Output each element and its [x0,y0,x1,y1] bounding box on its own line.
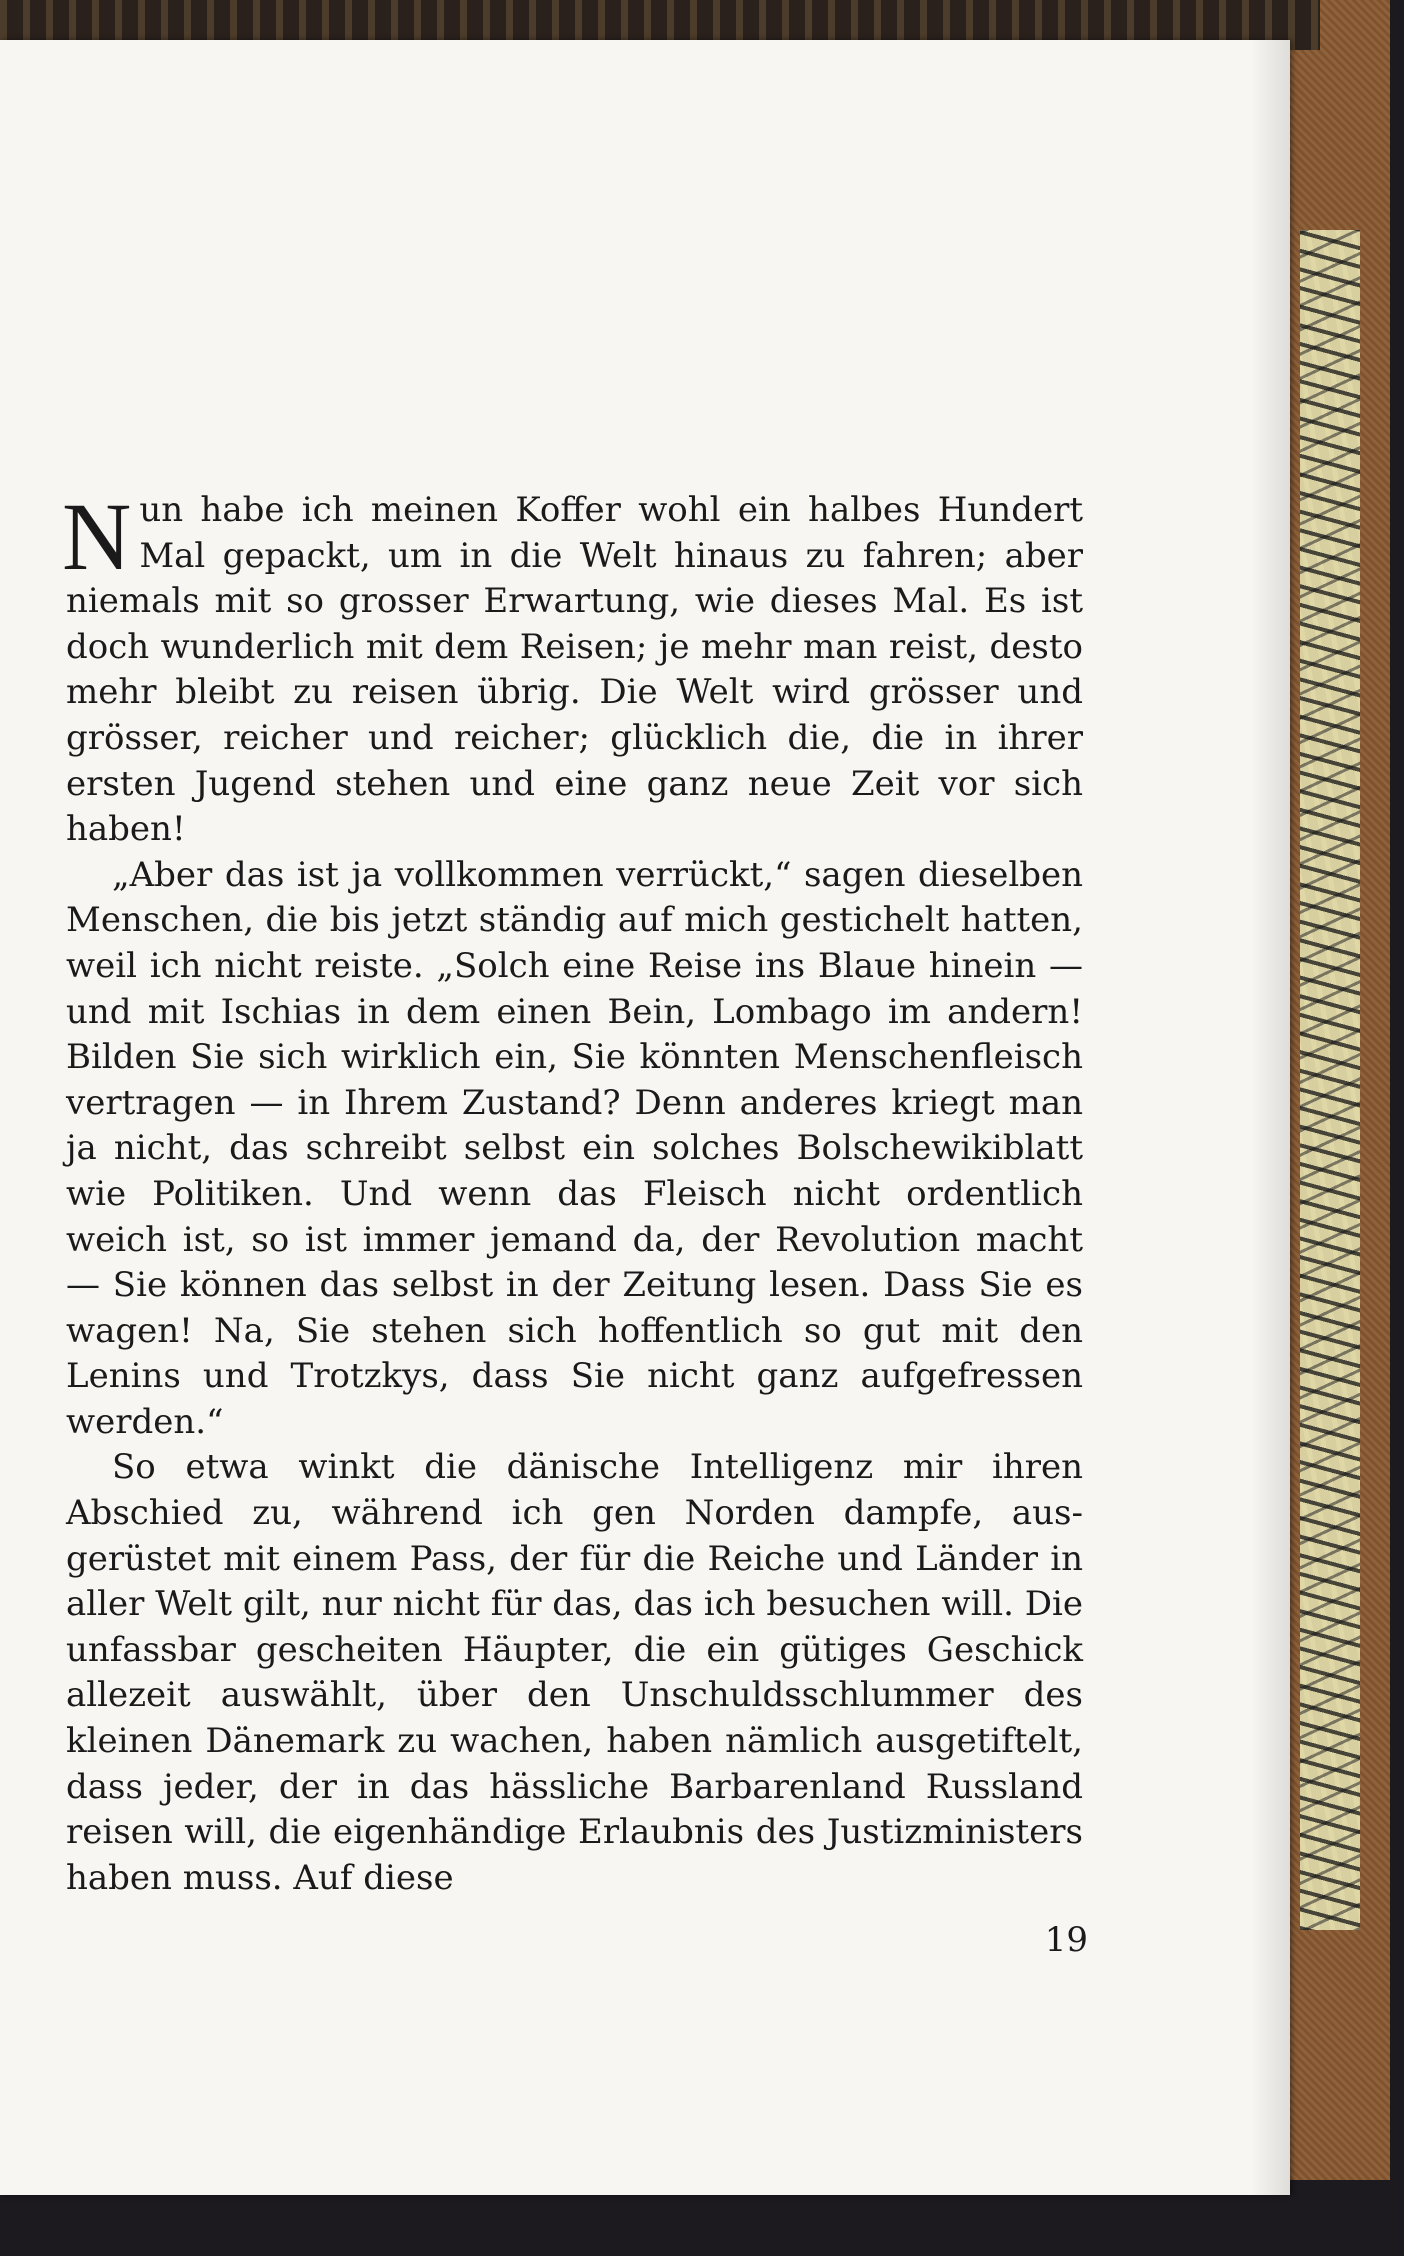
page-number: 19 [1044,1920,1088,1960]
page-edge-shadow [1250,40,1290,2195]
paragraph-1 [62,483,1083,853]
marbled-endpaper [1300,230,1360,1930]
paragraph-1-text: un habe ich meinen Koffer wohl ein halbes Hundert Mal gepackt, um in die Welt hinaus zu fahren; aber niemals mit so grosser Erwartung, wie dieses Mal. Es ist doch wunderlich mit dem Reisen; je mehr man reist, desto mehr bleibt zu reisen übrig. Die Welt wird grösser und grösser, reicher und reicher; glücklich die, die in ihrer ersten Jugend stehen und eine ganz neue Zeit vor sich haben! [66,490,1083,850]
drop-cap: N [62,483,132,590]
paragraph-3: So etwa winkt die dänische Intelligenz mir ihren Abschied zu, während ich gen Norden dampfe, ausgerüstet mit einem Pass, der für die Reiche und Länder in aller Welt gilt, nur nicht für das, das ich besuchen will. Die unfassbar gescheiten Häupter, die ein gütiges Geschick allezeit auswählt, über den Unschuldsschlummer des kleinen Dänemark zu wachen, haben nämlich ausgetiftelt, dass jeder, der in das hässliche Barbarenland Russland reisen will, die eigenhändige Erlaubnis des Justizministers haben muss. Auf diese [66,1447,1083,1898]
body-text [62,483,1083,1901]
paragraph-2: „Aber das ist ja vollkommen verrückt,“ sagen dieselben Menschen, die bis jetzt ständig auf mich gestichelt hatten, weil ich nicht reiste. „Solch eine Reise ins Blaue hinein — und mit Ischias in dem einen Bein, Lombago im andern! Bilden Sie sich wirklich ein, Sie könnten Menschenfleisch vertragen — in Ihrem Zustand? Denn anderes kriegt man ja nicht, das schreibt selbst ein solches Bolschewikiblatt wie Politiken. Und wenn das Fleisch nicht ordentlich weich ist, so ist immer jemand da, der Revolution macht — Sie können das selbst in der Zeitung lesen. Dass Sie es wagen! Na, Sie stehen sich hoffentlich so gut mit den Lenins und Trotzkys, dass Sie nicht ganz aufgefressen werden.“ [66,854,1083,1442]
